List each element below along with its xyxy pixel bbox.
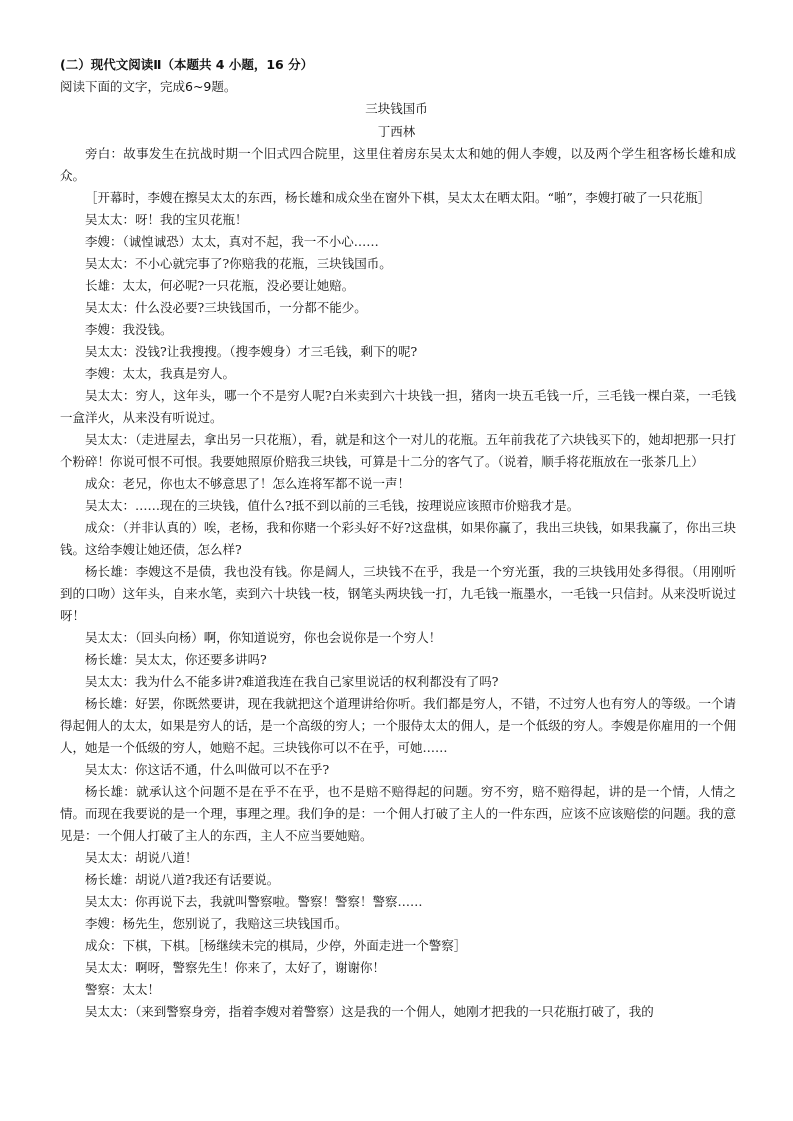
paragraph: 杨长雄：吴太太，你还要多讲吗? xyxy=(85,652,267,667)
paragraph: 成众：（并非认真的）唉，老杨，我和你赌一个彩头好不好?这盘棋，如果你赢了，我出三块钱，如果我赢了，你出三块钱。这给李嫂让她还债，怎么样? xyxy=(60,520,736,557)
paragraph: 成众：老兄，你也太不够意思了！怎么连将军都不说一声！ xyxy=(85,476,411,491)
play-title: 三块钱国币 xyxy=(365,101,428,116)
paragraph: 吴太太：（来到警察身旁，指着李嫂对着警察）这是我的一个佣人，她刚才把我的一只花瓶打破了，我的 xyxy=(85,1004,654,1019)
paragraph: 吴太太：啊呀，警察先生！你来了，太好了，谢谢你！ xyxy=(85,960,386,975)
paragraph: 吴太太：（走进屋去，拿出另一只花瓶），看，就是和这个一对儿的花瓶。五年前我花了六块钱买下的，她却把那一只打个粉碎！你说可恨不可恨。我要她照原价赔我三块钱，可算是十二分的客气了。（说着，顺手将花瓶放在一张茶几上） xyxy=(60,432,736,469)
paragraph: 吴太太：不小心就完事了?你赔我的花瓶，三块钱国币。 xyxy=(85,256,392,271)
paragraph: 吴太太：……现在的三块钱，值什么?抵不到以前的三毛钱，按理说应该照市价赔我才是。 xyxy=(85,498,580,513)
paragraph: 吴太太：没钱?让我搜搜。（搜李嫂身）才三毛钱，剩下的呢? xyxy=(85,344,418,359)
paragraph: 杨长雄：胡说八道?我还有话要说。 xyxy=(85,872,280,887)
paragraph: 李嫂：我没钱。 xyxy=(85,322,173,337)
paragraph: 警察：太太！ xyxy=(85,982,161,997)
paragraph: 吴太太：（回头向杨）啊，你知道说穷，你也会说你是一个穷人！ xyxy=(85,630,442,645)
paragraph: 吴太太：胡说八道！ xyxy=(85,850,198,865)
paragraph: 长雄：太太，何必呢?一只花瓶，没必要让她赔。 xyxy=(85,278,355,293)
paragraph: 旁白：故事发生在抗战时期一个旧式四合院里，这里住着房东吴太太和她的佣人李嫂，以及两个学生租客杨长雄和成众。 xyxy=(60,146,736,183)
paragraph: 成众：下棋，下棋。［杨继续未完的棋局，少停，外面走进一个警察］ xyxy=(85,938,467,953)
paragraph: 吴太太：穷人，这年头，哪一个不是穷人呢?白米卖到六十块钱一担，猪肉一块五毛钱一斤，三毛钱一棵白菜，一毛钱一盒洋火，从来没有听说过。 xyxy=(60,388,736,425)
paragraph: 杨长雄：好罢，你既然要讲，现在我就把这个道理讲给你听。我们都是穷人，不错，不过穷人也有穷人的等级。一个请得起佣人的太太，如果是穷人的话，是一个高级的穷人；一个服侍太太的佣人，是一个低级的穷人。李嫂是你雇用的一个佣人，她是一个低级的穷人，她赔不起。三块钱你可以不在乎，可她…… xyxy=(60,696,736,755)
paragraph: 吴太太：你再说下去，我就叫警察啦。警察！警察！警察…… xyxy=(85,894,423,909)
paragraph: 李嫂：太太，我真是穷人。 xyxy=(85,366,236,381)
paragraph: 李嫂：杨先生，您别说了，我赔这三块钱国币。 xyxy=(85,916,348,931)
paragraph: 吴太太：我为什么不能多讲?难道我连在我自己家里说话的权利都没有了吗? xyxy=(85,674,499,689)
paragraph: 吴太太：什么没必要?三块钱国币，一分都不能少。 xyxy=(85,300,367,315)
section-heading: (二）现代文阅读Ⅱ（本题共 4 小题，16 分） xyxy=(60,57,314,72)
paragraph: 杨长雄：李嫂这不是债，我也没有钱。你是阔人，三块钱不在乎，我是一个穷光蛋，我的三块钱用处多得很。（用刚听到的口吻）这年头，自来水笔，卖到六十块钱一枝，钢笔头两块钱一打，九毛钱一瓶墨水，一毛钱一只信封。从来没听说过呀！ xyxy=(60,564,736,623)
paragraph: 杨长雄：就承认这个问题不是在乎不在乎，也不是赔不赔得起的问题。穷不穷，赔不赔得起，讲的是一个情，人情之情。而现在我要说的是一个理，事理之理。我们争的是：一个佣人打破了主人的一件东西，应该不应该赔偿的问题。我的意见是：一个佣人打破了主人的东西，主人不应当要她赔。 xyxy=(60,784,736,843)
paragraph: 吴太太：你这话不通，什么叫做可以不在乎? xyxy=(85,762,330,777)
paragraph: 吴太太：呀！我的宝贝花瓶！ xyxy=(85,212,248,227)
play-author: 丁西林 xyxy=(377,124,416,139)
paragraph: 李嫂：（诚惶诚恐）太太，真对不起，我一不小心…… xyxy=(85,234,379,249)
play-text xyxy=(60,143,736,1023)
instruction-text: 阅读下面的文字，完成6~9题。 xyxy=(60,79,237,94)
paragraph: ［开幕时，李嫂在擦吴太太的东西，杨长雄和成众坐在窗外下棋，吴太太在晒太阳。“啪”，李嫂打破了一只花瓶］ xyxy=(85,190,711,205)
